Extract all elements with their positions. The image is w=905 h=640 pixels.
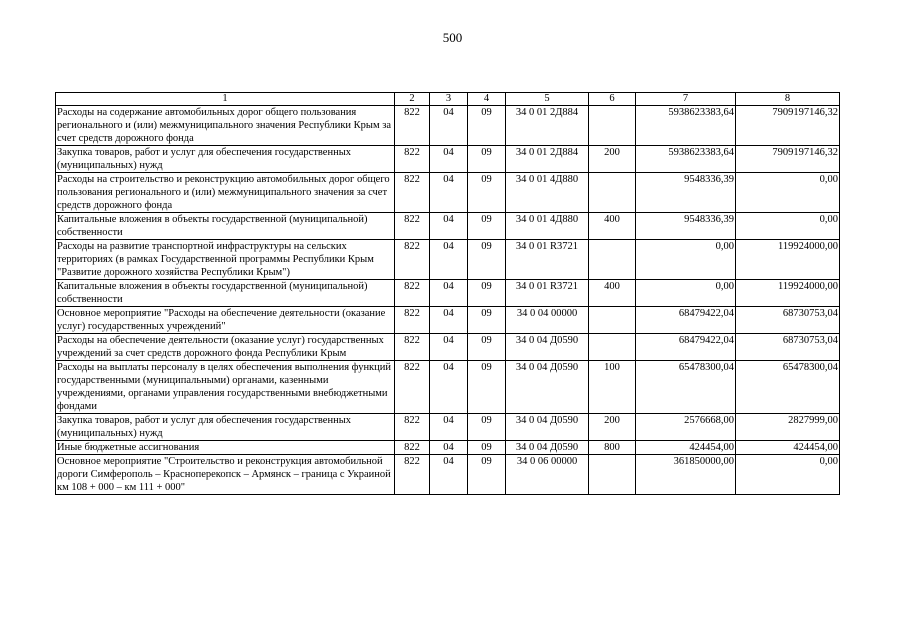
target-article-cell: 34 0 01 2Д884	[506, 146, 589, 173]
subsection-code-cell: 09	[468, 173, 506, 213]
expense-name-cell: Капитальные вложения в объекты государственной (муниципальной) собственности	[56, 280, 395, 307]
expense-name-cell: Капитальные вложения в объекты государственной (муниципальной) собственности	[56, 213, 395, 240]
col-header-7: 7	[636, 93, 736, 106]
table-row	[56, 455, 840, 495]
budget-table	[55, 92, 840, 495]
expense-name-cell: Расходы на строительство и реконструкцию автомобильных дорог общего пользования регионального и (или) межмуниципального значения за счет средств дорожного фонда	[56, 173, 395, 213]
target-article-cell: 34 0 01 R3721	[506, 280, 589, 307]
amount-year1-cell: 68479422,04	[636, 307, 736, 334]
amount-year2-cell: 0,00	[736, 455, 840, 495]
ministry-code-cell: 822	[395, 361, 430, 414]
amount-year2-cell: 119924000,00	[736, 240, 840, 280]
amount-year2-cell: 68730753,04	[736, 334, 840, 361]
amount-year1-cell: 68479422,04	[636, 334, 736, 361]
section-code-cell: 04	[430, 334, 468, 361]
ministry-code-cell: 822	[395, 441, 430, 455]
table-row	[56, 414, 840, 441]
col-header-1: 1	[56, 93, 395, 106]
section-code-cell: 04	[430, 455, 468, 495]
column-number-row	[56, 93, 840, 106]
amount-year1-cell: 5938623383,64	[636, 106, 736, 146]
amount-year1-cell: 5938623383,64	[636, 146, 736, 173]
amount-year2-cell: 119924000,00	[736, 280, 840, 307]
expense-type-cell: 200	[589, 146, 636, 173]
expense-type-cell	[589, 106, 636, 146]
table-row	[56, 146, 840, 173]
amount-year1-cell: 65478300,04	[636, 361, 736, 414]
target-article-cell: 34 0 04 Д0590	[506, 414, 589, 441]
amount-year1-cell: 0,00	[636, 280, 736, 307]
expense-type-cell: 100	[589, 361, 636, 414]
subsection-code-cell: 09	[468, 334, 506, 361]
target-article-cell: 34 0 01 R3721	[506, 240, 589, 280]
target-article-cell: 34 0 06 00000	[506, 455, 589, 495]
subsection-code-cell: 09	[468, 307, 506, 334]
expense-name-cell: Иные бюджетные ассигнования	[56, 441, 395, 455]
section-code-cell: 04	[430, 146, 468, 173]
subsection-code-cell: 09	[468, 213, 506, 240]
amount-year2-cell: 7909197146,32	[736, 106, 840, 146]
amount-year2-cell: 0,00	[736, 213, 840, 240]
expense-name-cell: Основное мероприятие "Строительство и реконструкция автомобильной дороги Симферополь – Красноперекопск – Армянск – граница с Украиной км 108 + 000 – км 111 + 000"	[56, 455, 395, 495]
subsection-code-cell: 09	[468, 280, 506, 307]
expense-type-cell: 400	[589, 280, 636, 307]
section-code-cell: 04	[430, 280, 468, 307]
amount-year2-cell: 65478300,04	[736, 361, 840, 414]
amount-year2-cell: 68730753,04	[736, 307, 840, 334]
section-code-cell: 04	[430, 213, 468, 240]
col-header-4: 4	[468, 93, 506, 106]
amount-year1-cell: 2576668,00	[636, 414, 736, 441]
table-row	[56, 361, 840, 414]
amount-year2-cell: 424454,00	[736, 441, 840, 455]
ministry-code-cell: 822	[395, 307, 430, 334]
subsection-code-cell: 09	[468, 240, 506, 280]
section-code-cell: 04	[430, 361, 468, 414]
expense-type-cell	[589, 334, 636, 361]
subsection-code-cell: 09	[468, 455, 506, 495]
expense-name-cell: Основное мероприятие "Расходы на обеспечение деятельности (оказание услуг) государственных учреждений"	[56, 307, 395, 334]
table-row	[56, 307, 840, 334]
expense-type-cell: 200	[589, 414, 636, 441]
expense-type-cell: 800	[589, 441, 636, 455]
col-header-2: 2	[395, 93, 430, 106]
amount-year1-cell: 361850000,00	[636, 455, 736, 495]
expense-type-cell: 400	[589, 213, 636, 240]
ministry-code-cell: 822	[395, 455, 430, 495]
expense-name-cell: Расходы на выплаты персоналу в целях обеспечения выполнения функций государственными (муниципальными) органами, казенными учреждениями, органами управления государственными внебюджетными фондами	[56, 361, 395, 414]
expense-type-cell	[589, 307, 636, 334]
expense-name-cell: Закупка товаров, работ и услуг для обеспечения государственных (муниципальных) нужд	[56, 146, 395, 173]
expense-name-cell: Расходы на обеспечение деятельности (оказание услуг) государственных учреждений за счет средств дорожного фонда Республики Крым	[56, 334, 395, 361]
ministry-code-cell: 822	[395, 106, 430, 146]
amount-year1-cell: 9548336,39	[636, 213, 736, 240]
expense-type-cell	[589, 455, 636, 495]
table-row	[56, 173, 840, 213]
expense-type-cell	[589, 240, 636, 280]
target-article-cell: 34 0 01 4Д880	[506, 213, 589, 240]
table-row	[56, 240, 840, 280]
col-header-8: 8	[736, 93, 840, 106]
target-article-cell: 34 0 04 Д0590	[506, 441, 589, 455]
table-row	[56, 280, 840, 307]
expense-name-cell: Расходы на развитие транспортной инфраструктуры на сельских территориях (в рамках Государственной программы Республики Крым "Развитие дорожного хозяйства Республики Крым")	[56, 240, 395, 280]
subsection-code-cell: 09	[468, 414, 506, 441]
table-body	[56, 106, 840, 495]
ministry-code-cell: 822	[395, 280, 430, 307]
expense-name-cell: Закупка товаров, работ и услуг для обеспечения государственных (муниципальных) нужд	[56, 414, 395, 441]
target-article-cell: 34 0 04 00000	[506, 307, 589, 334]
ministry-code-cell: 822	[395, 173, 430, 213]
subsection-code-cell: 09	[468, 106, 506, 146]
table-row	[56, 441, 840, 455]
section-code-cell: 04	[430, 173, 468, 213]
table-row	[56, 213, 840, 240]
col-header-3: 3	[430, 93, 468, 106]
amount-year2-cell: 7909197146,32	[736, 146, 840, 173]
amount-year1-cell: 0,00	[636, 240, 736, 280]
amount-year2-cell: 0,00	[736, 173, 840, 213]
amount-year2-cell: 2827999,00	[736, 414, 840, 441]
subsection-code-cell: 09	[468, 441, 506, 455]
section-code-cell: 04	[430, 106, 468, 146]
amount-year1-cell: 424454,00	[636, 441, 736, 455]
page-number: 500	[442, 30, 463, 45]
section-code-cell: 04	[430, 441, 468, 455]
target-article-cell: 34 0 04 Д0590	[506, 361, 589, 414]
col-header-6: 6	[589, 93, 636, 106]
section-code-cell: 04	[430, 414, 468, 441]
amount-year1-cell: 9548336,39	[636, 173, 736, 213]
target-article-cell: 34 0 01 4Д880	[506, 173, 589, 213]
expense-type-cell	[589, 173, 636, 213]
ministry-code-cell: 822	[395, 240, 430, 280]
subsection-code-cell: 09	[468, 146, 506, 173]
ministry-code-cell: 822	[395, 146, 430, 173]
expense-name-cell: Расходы на содержание автомобильных дорог общего пользования регионального и (или) межмуниципального значения Республики Крым за счет средств дорожного фонда	[56, 106, 395, 146]
section-code-cell: 04	[430, 307, 468, 334]
ministry-code-cell: 822	[395, 213, 430, 240]
section-code-cell: 04	[430, 240, 468, 280]
col-header-5: 5	[506, 93, 589, 106]
target-article-cell: 34 0 01 2Д884	[506, 106, 589, 146]
table-row	[56, 334, 840, 361]
table-row	[56, 106, 840, 146]
subsection-code-cell: 09	[468, 361, 506, 414]
ministry-code-cell: 822	[395, 414, 430, 441]
ministry-code-cell: 822	[395, 334, 430, 361]
target-article-cell: 34 0 04 Д0590	[506, 334, 589, 361]
